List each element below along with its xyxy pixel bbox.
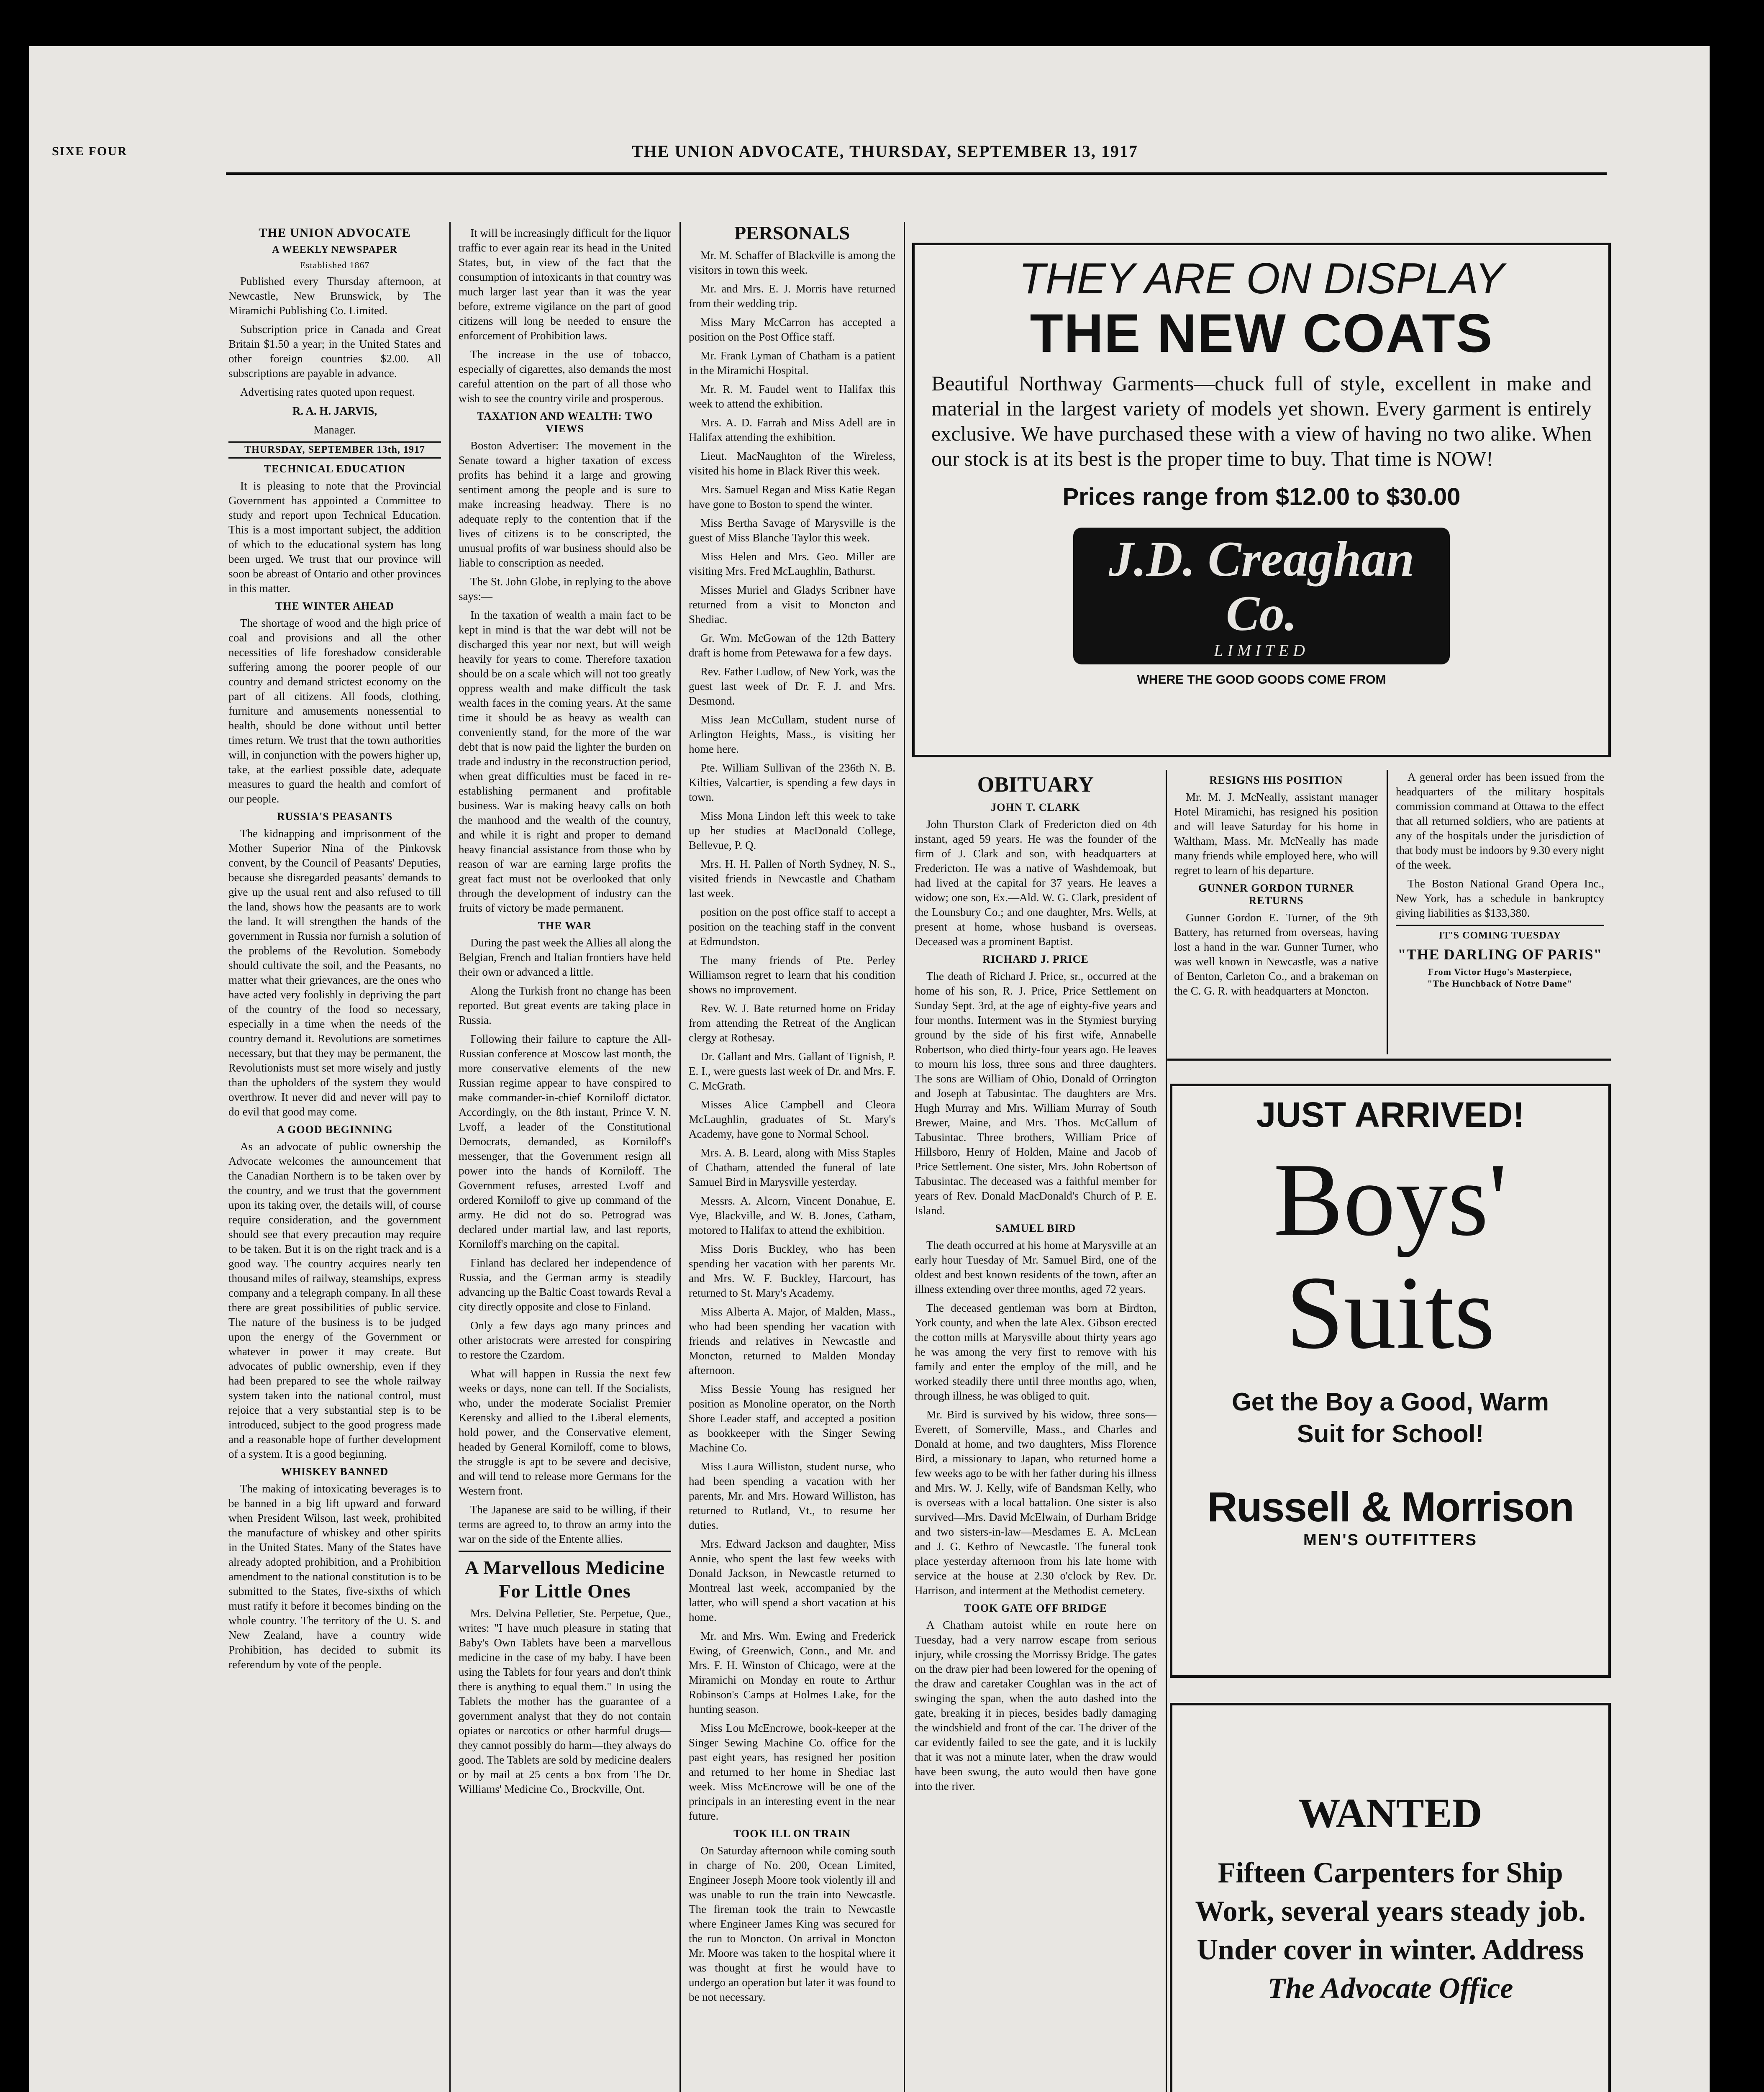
text-whiskey: The making of intoxicating beverages is to be banned in a big lift upward and forward when President Wilson, last week, prohibited the manufacture of whiskey and other spirits in the United States. Many of the States have already adopted prohibition, and a Prohibition amendment to the national constitution is to be submitted to the States, five-sixths of which must ratify it before it becomes binding on the whole country. The territory of the U. S. and New Zealand, have a country wide Prohibition, has decided to submit its referendum by vote of the people. (228, 1482, 441, 1671)
personals-title: PERSONALS (734, 222, 850, 244)
page-header: THE UNION ADVOCATE, THURSDAY, SEPTEMBER 13, 1917 (632, 142, 1138, 161)
paper-name: THE UNION ADVOCATE (259, 226, 411, 240)
heading-price: RICHARD J. PRICE (982, 953, 1089, 965)
text-war-6: What will happen in Russia the next few weeks or days, none can tell. If the Socialists, who, under the moderate Socialist Premier Kerensky and allied to the Liberal elements, hold power, and the Conservative element, headed by General Korniloff, come to blows, the struggle is apt to be severe and decisive, and will tend to release more Germans for the Western front. (459, 1367, 671, 1497)
personal-item: Dr. Gallant and Mrs. Gallant of Tignish, P. E. I., were guests last week of Dr. and Mrs. F. C. McGrath. (689, 1050, 895, 1092)
text-war-7: The Japanese are said to be willing, if their terms are agreed to, to throw an army into the war on the side of the Entente allies. (459, 1503, 671, 1545)
wanted-address: The Advocate Office (1267, 1972, 1513, 2005)
header-rule (226, 172, 1607, 175)
personal-item: Miss Mary McCarron has accepted a position on the Post Office staff. (689, 316, 895, 343)
personal-item: Mrs. A. B. Leard, along with Miss Staples of Chatham, attended the funeral of late Samuel Bird in Marysville yesterday. (689, 1146, 895, 1188)
text-winter: The shortage of wood and the high price of coal and provisions and all the other necessities of life foreshadow considerable suffering among the poorer people of our country and demand strictest economy on the part of all citizens. All foods, clothing, furniture and amusements nonessential to health, should be done without until better times return. We trust that the town authorities will, in conjunction with the powers higher up, take, at the earliest possible date, adequate measures to guard the health and comfort of our people. (228, 617, 441, 805)
text-opera: The Boston National Grand Opera Inc., New York, has a schedule in bankruptcy giving liabilities as $133,380. (1396, 877, 1604, 919)
column-rule (904, 222, 905, 2092)
boys-headline: JUST ARRIVED! (1256, 1095, 1525, 1134)
text-bird-1: The death occurred at his home at Marysville at an early hour Tuesday of Mr. Samuel Bird, one of the oldest and best known residents of the town, after an illness extending over three months, aged 72 years. (915, 1239, 1156, 1295)
section-rule (1167, 1059, 1611, 1061)
manager-name: R. A. H. JARVIS, (292, 405, 377, 417)
personal-item: Miss Helen and Mrs. Geo. Miller are visiting Mrs. Fred McLaughlin, Bathurst. (689, 550, 895, 577)
personal-item: Miss Mona Lindon left this week to take up her studies at MacDonald College, Bellevue, P. Q. (689, 810, 895, 851)
column-obituary (908, 770, 1163, 2092)
column-editorial (222, 226, 448, 2092)
personal-item: Miss Laura Williston, student nurse, who had been spending a vacation with her parents, Mr. and Mrs. Howard Williston, has returned to Rutland, Vt., to resume her duties. (689, 1460, 895, 1531)
creaghan-limited: LIMITED (1214, 641, 1309, 660)
heading-bird: SAMUEL BIRD (995, 1222, 1076, 1234)
text-bird-2: The deceased gentleman was born at Birdton, York county, and when the late Alex. Gibson erected the cotton mills at Marysville about thirty years ago he was among the very first to remove with his family and enter the employ of the mill, and he worked steadily there until three months ago, when, through illness, he was obliged to quit. (915, 1302, 1156, 1402)
personal-item: Miss Alberta A. Major, of Malden, Mass., who had been spending her vacation with friends and relatives in Newcastle and Moncton, returned to Malden Monday afternoon. (689, 1305, 895, 1377)
column-rule (449, 222, 451, 2092)
from-hugo: From Victor Hugo's Masterpiece, (1428, 967, 1572, 977)
darling-paris: "THE DARLING OF PARIS" (1397, 946, 1602, 963)
coats-body: Beautiful Northway Garments—chuck full of style, excellent in make and material in the largest variety of models yet shown. Every garment is entirely exclusive. We have purchased these with a view of having no two alike. When our stock is at its best is the proper time to buy. That time is NOW! (931, 372, 1592, 470)
column-news (452, 226, 678, 2092)
ad-medicine-text: Mrs. Delvina Pelletier, Ste. Perpetue, Que., writes: "I have much pleasure in stating that Baby's Own Tablets have been a marvellous medicine in the case of my baby. I have been using the Tablets for four years and don't think there is anything to equal them." In using the Tablets the mother has the guarantee of a government analyst that they do not contain opiates or narcotics or other harmful drugs—they cannot possibly do harm—they always do good. The Tablets are sold by medicine dealers or by mail at 25 cents a box from The Dr. Williams' Medicine Co., Brockville, Ont. (459, 1607, 671, 1795)
personal-item: Mr. R. M. Faudel went to Halifax this week to attend the exhibition. (689, 383, 895, 410)
coats-prices: Prices range from $12.00 to $30.00 (1062, 483, 1461, 510)
personal-item: The many friends of Pte. Perley Williamson regret to learn that his condition shows no improvement. (689, 954, 895, 996)
heading-war: THE WAR (538, 920, 592, 932)
text-price: The death of Richard J. Price, sr., occurred at the home of his son, R. J. Price, Price Settlement on Sunday Sept. 3rd, at the age of eighty-five years and four months. Interment was in the Stymiest burying ground by the side of his first wife, Annabelle Robertson, who died thirty-four years ago. He leaves to mourn his loss, three sons and three daughters. The sons are William of Ohio, Donald of Orrington and Joseph at Tabusintac. The daughters are Mrs. Hugh Murray and Mrs. William Murray of South Brewer, Maine, and Mrs. Thos. McCallum of Tabusintac. Three brothers, William Price of Hillsboro, Henry of Holden, Maine and Jacob of Price Settlement. One sister, Mrs. John Robertson of Tabusintac. The deceased was a faithful member for years of Rev. Donald MacDonald's Church of P. E. Island. (915, 970, 1156, 1217)
personal-item: Mrs. H. H. Pallen of North Sydney, N. S., visited friends in Newcastle and Chatham last week. (689, 858, 895, 900)
personal-item: Misses Muriel and Gladys Scribner have returned from a visit to Moncton and Shediac. (689, 584, 895, 626)
ad-boys-suits (1170, 1084, 1611, 1678)
text-liquor: It will be increasingly difficult for the liquor traffic to ever again rear its head in the United States, but, in view of the fact that the consumption of intoxicants in that country was much larger last year than it was the year before, extreme vigilance on the part of good citizens will long be needed to ensure the enforcement of Prohibition laws. (459, 227, 671, 342)
personal-item: Mrs. A. D. Farrah and Miss Adell are in Halifax attending the exhibition. (689, 416, 895, 444)
personal-item: position on the post office staff to accept a position on the teaching staff in the convent at Edmundston. (689, 906, 895, 948)
column-local (1167, 770, 1385, 1054)
ad-divider (459, 1551, 671, 1552)
creaghan-logo (1073, 528, 1450, 664)
ad-wanted (1170, 1703, 1611, 2092)
text-war-1: During the past week the Allies all along the Belgian, French and Italian frontiers have held their own or advanced a little. (459, 936, 671, 978)
personal-item: Mr. Frank Lyman of Chatham is a patient in the Miramichi Hospital. (689, 349, 895, 377)
page-number: SIXE FOUR (52, 144, 128, 158)
text-clark: John Thurston Clark of Fredericton died on 4th instant, aged 59 years. He was the founder of the firm of J. Clark and son, with headquarters at Fredericton. He was a native of Washdemoak, but had lived at the capital for 37 years. He leaves a widow; one son, Ex.—Ald. W. G. Clark, president of the Lounsbury Co.; and one daughter, Mrs. Wells, at present at home, whose husband is overseas. Deceased was a prominent Baptist. (915, 818, 1156, 948)
personal-item: Pte. William Sullivan of the 236th N. B. Kilties, Valcartier, is spending a few days in town. (689, 761, 895, 803)
personal-item: Mr. M. Schaffer of Blackville is among the visitors in town this week. (689, 249, 895, 276)
notice-divider (1396, 925, 1604, 926)
personal-item: Gr. Wm. McGowan of the 12th Battery draft is home from Petewawa for a few days. (689, 632, 895, 659)
text-war-4: Finland has declared her independence of Russia, and the German army is steadily advancing up the Baltic Coast towards Reval a city directly opposite and close to Finland. (459, 1256, 671, 1313)
text-order: A general order has been issued from the headquarters of the military hospitals commission command at Ottawa to the effect that all returned soldiers, who are patients at any of the hospitals under the jurisdiction of that body must be indoors by 9.30 every night of the week. (1396, 771, 1604, 871)
personal-item: Miss Bertha Savage of Marysville is the guest of Miss Blanche Taylor this week. (689, 517, 895, 544)
creaghan-tagline: WHERE THE GOOD GOODS COME FROM (1137, 673, 1386, 687)
heading-turner: GUNNER GORDON TURNER RETURNS (1198, 882, 1354, 907)
manager-title: Manager. (313, 423, 356, 436)
text-resigns: Mr. M. J. McNeally, assistant manager Hotel Miramichi, has resigned his position and will leave Saturday for his home in Waltham, Mass. Mr. McNeally has made many friends while employed here, who will regret to learn of his departure. (1174, 791, 1378, 877)
column-rule (679, 222, 681, 2092)
heading-taxation: TAXATION AND WEALTH: TWO VIEWS (477, 410, 653, 435)
heading-clark: JOHN T. CLARK (991, 801, 1080, 813)
established: Established 1867 (300, 260, 370, 270)
pub-info: Published every Thursday afternoon, at Newcastle, New Brunswick, by The Miramichi Publishing Co. Limited. (228, 275, 441, 317)
creaghan-brand: J.D. Creaghan Co. (1108, 531, 1415, 641)
column-rule (1387, 770, 1388, 1054)
russell-sub: MEN'S OUTFITTERS (1303, 1531, 1477, 1549)
heading-technical: TECHNICAL EDUCATION (264, 463, 406, 475)
text-taxation: In the taxation of wealth a main fact to be kept in mind is that the war debt will not be discharged this year nor next, but will weigh heavily for years to come. Therefore taxation should be on a scale which will not too greatly oppress wealth and make difficult the task wealth faces in the coming years. At the same time it should be as heavy as wealth can conveniently stand, for the more of the war debt that is now paid the lighter the burden on trade and industry in the reconstruction period, when great difficulties must be faced in re-establishing permanent and profitable business. War is making heavy calls on both the manhood and the wealth of the country, and while it is right and proper to demand heavy financial assistance from those who by reason of war are earning large profits the great fact must not be overlooked that only through the development of industry can the fruits of victory be made permanent. (459, 609, 671, 914)
text-war-2: Along the Turkish front no change has been reported. But great events are taking place in Russia. (459, 984, 671, 1026)
coming-tuesday: IT'S COMING TUESDAY (1438, 930, 1561, 941)
personal-item: Mr. and Mrs. E. J. Morris have returned from their wedding trip. (689, 282, 895, 310)
dateline: THURSDAY, SEPTEMBER 13th, 1917 (244, 444, 425, 455)
coats-subhead: THE NEW COATS (1030, 303, 1493, 364)
text-war-3: Following their failure to capture the All-Russian conference at Moscow last month, the more conservative elements of the new Russian regime appear to have conspired to make commander-in-chief Korniloff dictator. Accordingly, on the 8th instant, Prince V. N. Lvoff, a leader of the Constitutional Democrats, demanded, as Korniloff's messenger, that the Government resign all power into the hands of Korniloff. The Government refuses, arrested Lvoff and ordered Korniloff to give up command of the army. He did not do so. Petrograd was declared under martial law, and last reports, Korniloff's marching on the capital. (459, 1033, 671, 1250)
heading-train: TOOK ILL ON TRAIN (733, 1828, 851, 1840)
ad-new-coats (912, 243, 1611, 757)
heading-beginning: A GOOD BEGINNING (277, 1123, 393, 1136)
boys-big-2: Suits (1285, 1255, 1495, 1371)
dateline-box (228, 441, 441, 459)
personal-item: Lieut. MacNaughton of the Wireless, visited his home in Black River this week. (689, 450, 895, 477)
text-train: On Saturday afternoon while coming south in charge of No. 200, Ocean Limited, Engineer Joseph Moore took violently ill and was unable to run the train into Newcastle. The fireman took the train to Newcastle where Engineer James King was secured for the run to Moncton. On arrival in Moncton Mr. Moore was taken to the hospital where it was thought at first he would have to undergo an operation but later it was found to be not necessary. (689, 1844, 895, 2003)
wanted-body: Fifteen Carpenters for Ship Work, several years steady job. Under cover in winter. Address (1195, 1857, 1586, 1966)
personal-item: Mrs. Samuel Regan and Miss Katie Regan have gone to Boston to spend the winter. (689, 483, 895, 510)
text-war-5: Only a few days ago many princes and other aristocrats were arrested for conspiring to restore the Czardom. (459, 1319, 671, 1361)
personal-item: Rev. Father Ludlow, of New York, was the guest last week of Dr. F. J. and Mrs. Desmond. (689, 665, 895, 707)
tagline: A WEEKLY NEWSPAPER (272, 244, 397, 255)
text-turner: Gunner Gordon E. Turner, of the 9th Battery, has returned from overseas, having lost a hand in the war. Gunner Turner, who was well known in Newcastle, was a native of Benton, Carleton Co., and a brakeman on the C. G. R. with headquarters at Moncton. (1174, 911, 1378, 997)
text-tobacco: The increase in the use of tobacco, especially of cigarettes, also demands the most careful attention on the part of all those who wish to see the country virile and prosperous. (459, 348, 671, 405)
column-rule (1166, 770, 1167, 2092)
personal-item: Rev. W. J. Bate returned home on Friday from attending the Retreat of the Anglican clergy at Rothesay. (689, 1002, 895, 1044)
personal-item: Misses Alice Campbell and Cleora McLaughlin, graduates of St. Mary's Academy, have gone to Normal School. (689, 1098, 895, 1140)
personal-item: Messrs. A. Alcorn, Vincent Donahue, E. Vye, Blackville, and W. B. Jones, Catham, motored to Halifax to attend the exhibition. (689, 1195, 895, 1236)
personal-item: Miss Jean McCullam, student nurse of Arlington Heights, Mass., is visiting her home here. (689, 713, 895, 755)
heading-resigns: RESIGNS HIS POSITION (1209, 774, 1343, 786)
heading-gate: TOOK GATE OFF BRIDGE (964, 1602, 1108, 1614)
heading-whiskey: WHISKEY BANNED (281, 1466, 389, 1478)
russell-brand: Russell & Morrison (1207, 1484, 1574, 1531)
heading-peasants: RUSSIA'S PEASANTS (277, 810, 393, 823)
personal-item: Mr. and Mrs. Wm. Ewing and Frederick Ewing, of Greenwich, Conn., and Mr. and Mrs. F. H. Winston of Chicago, were at the Miramichi on Monday en route to Arthur Robinson's Camps at Holmes Lake, for the hunting season. (689, 1630, 895, 1715)
personal-item: Miss Doris Buckley, who has been spending her vacation with her parents Mr. and Mrs. W. F. Buckley, Harcourt, has returned to St. Mary's Academy. (689, 1243, 895, 1299)
advertising: Advertising rates quoted upon request. (240, 386, 415, 398)
heading-winter: THE WINTER AHEAD (275, 600, 395, 612)
personal-item: Miss Lou McEncrowe, book-keeper at the Singer Sewing Machine Co. office for the past eight years, has resigned her position and returned to her home in Shediac last week. Miss McEncrowe will be one of the principals in an interesting event in the near future. (689, 1722, 895, 1822)
personals-list (689, 248, 895, 1823)
column-notices (1389, 770, 1611, 1054)
column-personals (682, 222, 902, 2092)
newspaper-page (29, 46, 1710, 2092)
ad-medicine-title: A Marvellous Medicine For Little Ones (464, 1557, 665, 1602)
coats-headline: THEY ARE ON DISPLAY (1019, 254, 1504, 303)
text-boston: Boston Advertiser: The movement in the Senate toward a higher taxation of excess profits has behind it a large and growing sentiment among the people and is sure to make increasing headway. There is no adequate reply to the contention that if the lives of citizens is to be conscripted, the unusual profits of war business should also be liable to conscription as needed. (459, 439, 671, 569)
text-bird-3: Mr. Bird is survived by his widow, three sons—Everett, of Somerville, Mass., and Charles and Donald at home, and two daughters, Miss Florence Bird, a missionary to Japan, who returned home a few weeks ago to be with her father during his illness and Mrs. W. J. Kelly, wife of Bandsman Kelly, who is overseas with a local battalion. One sister is also survived—Mrs. David McElwain, of Durham Bridge and two sisters-in-law—Mesdames E. A. McLean and J. G. Kethro of Newcastle. The funeral took place yesterday afternoon from his late home with service at the house at 2.30 o'clock by Rev. Dr. Harrison, and interment at the Methodist cemetery. (915, 1408, 1156, 1597)
text-beginning: As an advocate of public ownership the Advocate welcomes the announcement that the Canadian Northern is to be taken over by the country, and we trust that the government upon its taking over, the details will, of course require consideration, and the government should see that every precaution may require to be taken. But it is on the right track and is a good way. The country acquires nearly ten thousand miles of railway, steamships, express company and a telegraph company. In all these there are great possibilities of public service. The nature of the business is to be judged upon the energy of the Government or whatever in power it may create. But advocates of public ownership, even if they had been prepared to see the whole railway system taken into the national control, must rejoice that a very substantial step is to be introduced, subject to the good progress made and a reasonable hope of further development of a system. It is a good beginning. (228, 1140, 441, 1460)
boys-big-1: Boys' (1273, 1142, 1508, 1258)
hunchback: "The Hunchback of Notre Dame" (1427, 978, 1573, 989)
subscription: Subscription price in Canada and Great Britain $1.50 a year; in the United States and other foreign countries $2.00. All subscriptions are payable in advance. (228, 323, 441, 379)
text-gate: A Chatham autoist while en route here on Tuesday, had a very narrow escape from serious injury, while crossing the Morrissy Bridge. The gates on the draw pier had been lowered for the opening of the draw and caretaker Coughlan was in the act of swinging the span, when the auto dashed into the gate, breaking it in pieces, besides badly damaging the windshield and front of the car. The driver of the car evidently failed to see the gate, and it is luckily that it was not a minute later, when the draw would have been swung, the auto would then have gone into the river. (915, 1619, 1156, 1792)
boys-body: Get the Boy a Good, Warm Suit for School! (1232, 1388, 1549, 1448)
wanted-headline: WANTED (1298, 1790, 1482, 1836)
text-peasants: The kidnapping and imprisonment of the Mother Superior Nina of the Pinkovsk convent, by the Council of Peasants' Deputies, because she disregarded peasants' demands to give up the usual rent and also refused to till the land, shows how the peasants are to work the land. It will strengthen the hands of the government in Russia nor furnish a solution of the problems of the Revolution. Somebody should cultivate the soil, and the Peasants, no matter what their grievances, are the ones who have acted very foolishly in depriving the part of the country of the food so necessary, especially in a time when the needs of the country demand it. Revolutions are sometimes necessary, but that they may be permanent, the Revolutionists must set more wisely and justly than the upholders of the system they would overthrow. It never did and never will pay to do evil that good may come. (228, 827, 441, 1118)
obituary-title: OBITUARY (977, 773, 1094, 797)
text-globe: The St. John Globe, in replying to the above says:— (459, 575, 671, 602)
personal-item: Mrs. Edward Jackson and daughter, Miss Annie, who spent the last few weeks with Donald Jackson, in Newcastle returned to Montreal last week, accompanied by the latter, who will spend a short vacation at his home. (689, 1538, 895, 1623)
personal-item: Miss Bessie Young has resigned her position as Monoline operator, on the North Shore Leader staff, and accepted a position as bookkeeper with the Singer Sewing Machine Co. (689, 1383, 895, 1454)
text-technical: It is pleasing to note that the Provincial Government has appointed a Committee to study and report upon Technical Education. This is a most important subject, the addition of which to the educational system has long been urged. We trust that our province will soon be abreast of Ontario and other provinces in this matter. (228, 479, 441, 595)
